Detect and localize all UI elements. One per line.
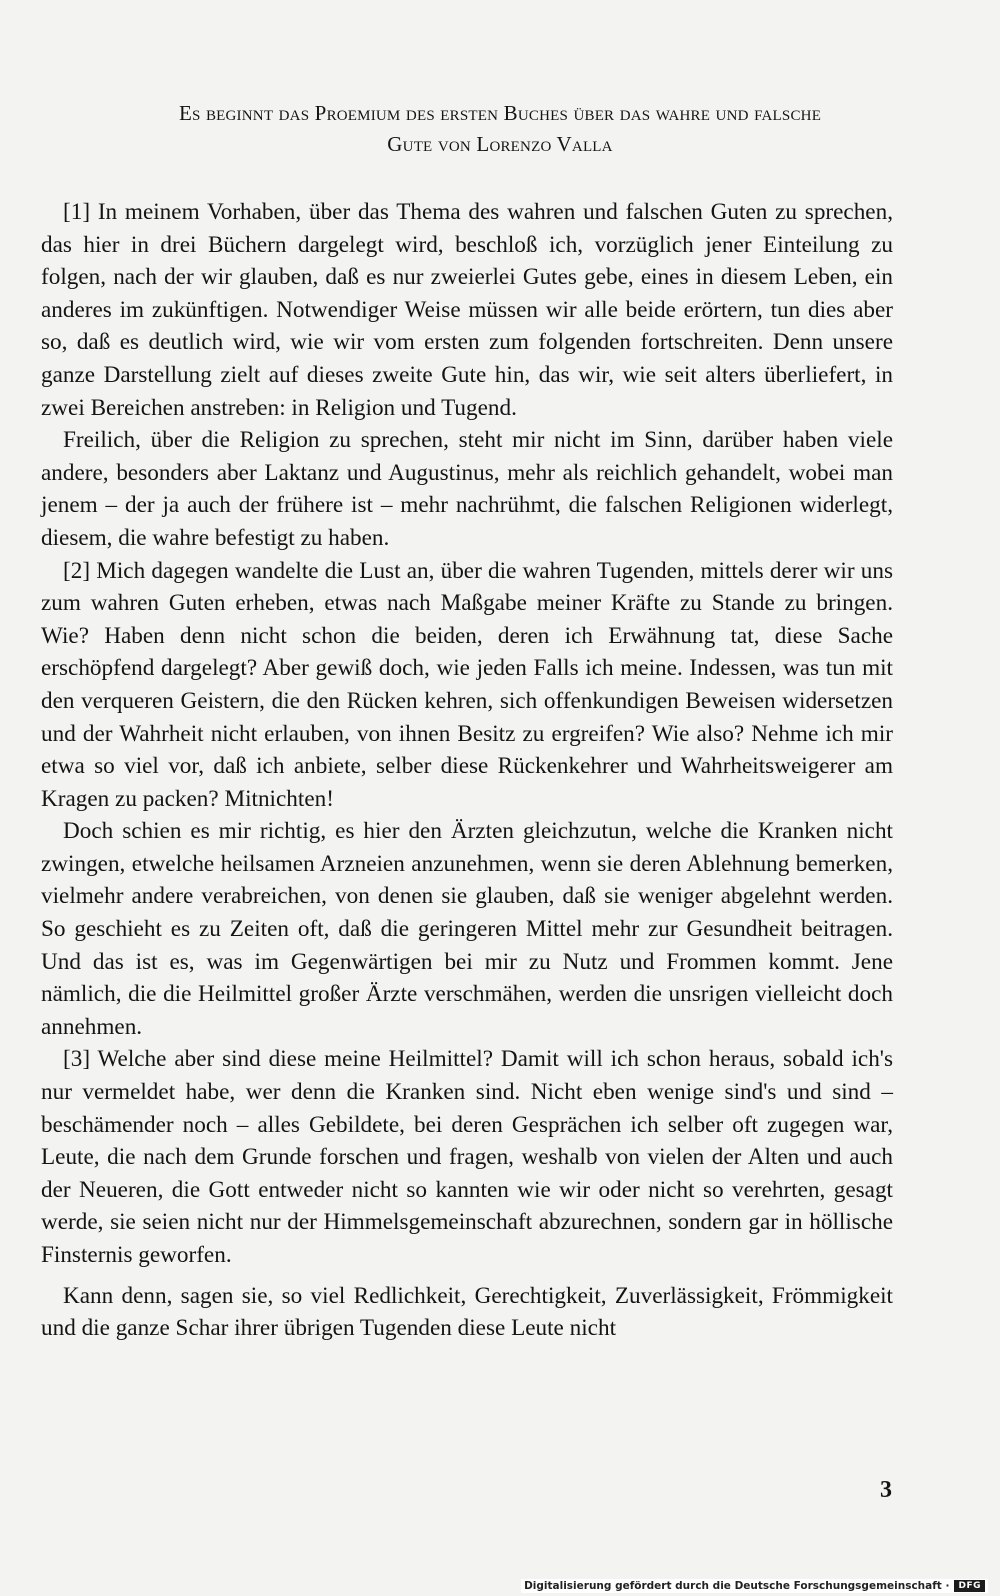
paragraph-2: Freilich, über die Religion zu sprechen, steht mir nicht im Sinn, darüber haben viele andere, besonders aber Laktanz und Augustinus, mehr als reichlich gehandelt, wobei man jenem – der ja auch der frühere ist – mehr nachrühmt, die falschen Religionen widerlegt, diesem, die wahre befestigt zu haben.	[41, 427, 893, 551]
chapter-heading-line-2: Gute von Lorenzo Valla	[387, 132, 613, 156]
chapter-heading-line-1: Es beginnt das Proemium des ersten Buches über das wahre und falsche	[178, 101, 822, 125]
dfg-logo: DFG	[954, 1580, 985, 1592]
paragraph-5: [3] Welche aber sind diese meine Heilmittel? Damit will ich schon heraus, sobald ich's nur vermeldet habe, wer denn die Kranken sind. Nicht eben wenige sind's und sind – beschämender noch – alles Gebildete, bei deren Gesprächen ich selber oft zugegen war, Leute, die nach dem Grunde forschen und fragen, weshalb von vielen der Alten und auch der Neueren, die Gott entweder nicht so kannten wie wir oder nicht so verehrten, gesagt werde, sie seien nicht nur der Himmelsgemeinschaft abzurechnen, sondern gar in höllische Finsternis geworfen.	[41, 1046, 893, 1268]
chapter-heading	[40, 98, 960, 160]
page-number: 3	[880, 1477, 892, 1503]
paragraph-1: [1] In meinem Vorhaben, über das Thema des wahren und falschen Guten zu sprechen, das hier in drei Büchern dargelegt wird, beschloß ich, vorzüglich jener Einteilung zu folgen, nach der wir glauben, daß es nur zweierlei Gutes gebe, eines in diesem Leben, ein anderes im zukünftigen. Notwendiger Weise müssen wir alle beide erörtern, tun dies aber so, daß es deutlich wird, wie wir vom ersten zum folgenden fortschreiten. Denn unsere ganze Darstellung zielt auf dieses zweite Gute hin, das wir, wie seit alters überliefert, in zwei Bereichen anstreben: in Religion und Tugend.	[41, 199, 893, 421]
footer-credit-text: Digitalisierung gefördert durch die Deutsche Forschungsgemeinschaft ·	[524, 1580, 950, 1592]
paragraph-3: [2] Mich dagegen wandelte die Lust an, über die wahren Tugenden, mittels derer wir uns zum wahren Guten erheben, etwas nach Maßgabe meiner Kräfte zu Stande zu bringen. Wie? Haben denn nicht schon die beiden, deren ich Erwähnung tat, diese Sache erschöpfend dargelegt? Aber gewiß doch, wie jeden Falls ich meine. Indessen, was tun mit den verqueren Geistern, die den Rücken kehren, sich offenkundigen Beweisen widersetzen und der Wahrheit nicht erlauben, von ihnen Besitz zu ergreifen? Wie also? Nehme ich mir etwa so viel vor, daß ich anbiete, selber diese Rückenkehrer und Wahrheitsweigerer am Kragen zu packen? Mitnichten!	[41, 557, 893, 812]
paragraph-4: Doch schien es mir richtig, es hier den Ärzten gleichzutun, welche die Kranken nicht zwingen, etwelche heilsamen Arzneien anzunehmen, wenn sie deren Ablehnung bemerken, vielmehr andere verabreichen, von denen sie glauben, daß sie weniger abgelehnt werden. So geschieht es zu Zeiten oft, daß die geringeren Mittel mehr zur Gesundheit beitragen. Und das ist es, was im Gegenwärtigen bei mir zu Nutz und Frommen kommt. Jene nämlich, die die Heilmittel großer Ärzte verschmähen, werden die unsrigen vielleicht doch annehmen.	[41, 818, 893, 1040]
paragraph-6: Kann denn, sagen sie, so viel Redlichkeit, Gerechtigkeit, Zuverlässigkeit, Frömmigkeit und die ganze Schar ihrer übrigen Tugenden diese Leute nicht	[41, 1282, 893, 1342]
body-text	[41, 196, 893, 1345]
digitization-footer	[521, 1579, 988, 1593]
